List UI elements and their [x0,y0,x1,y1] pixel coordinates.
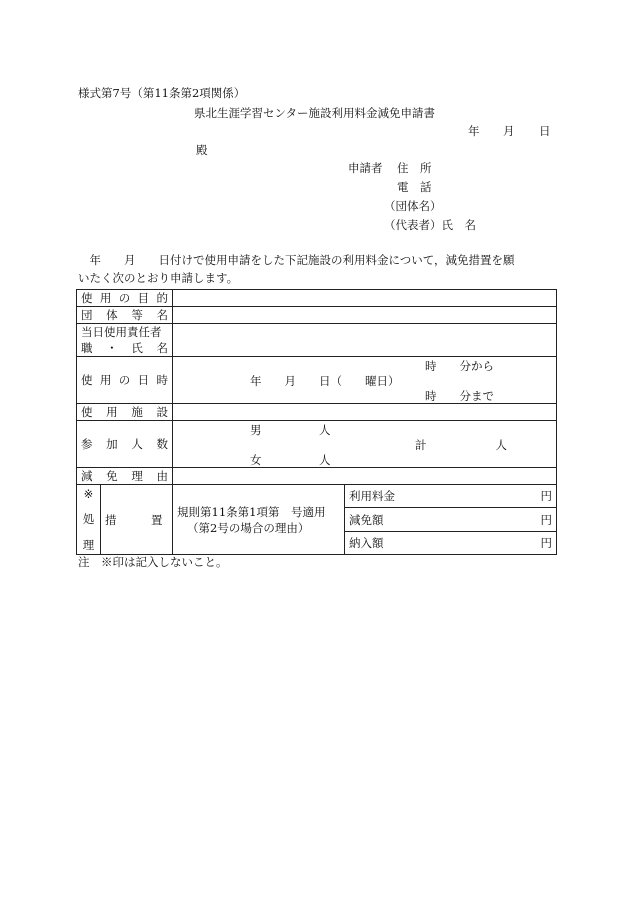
datetime-from: 時 分から [425,359,494,373]
label-char: 的 [156,291,168,305]
label-char: の [118,291,131,305]
label-responsible [77,324,173,357]
intro-line-1: 年 月 日付けで使用申請をした下記施設の利用料金について，減免措置を願 [78,253,515,267]
yen-label: 円 [540,536,552,550]
measure-rule [173,485,345,555]
field-purpose[interactable] [173,290,557,307]
form-number: 様式第7号（第11条第2項関係） [78,86,246,100]
label-reason [77,468,173,485]
participants-male: 男 人 [250,423,331,437]
field-reason[interactable] [173,468,557,485]
row-processing-fee [77,485,557,508]
date-year: 年 [468,124,480,138]
fee-cell[interactable] [345,485,557,508]
intro-line-2: いたく次のとおり申請します。 [78,271,239,285]
label-char: 体 [106,308,118,322]
label-char: の [118,373,131,387]
row-group-name [77,307,557,324]
measure-text: 措 置 [105,512,163,527]
label-char: 施 [131,405,143,419]
date-day: 日 [539,124,551,138]
label-char: 目 [137,291,150,305]
label-char: 団 [81,308,93,322]
processing-label [77,485,101,555]
page-title: 県北生涯学習センター施設利用料金減免申請書 [194,106,436,120]
rule-line1: 規則第11条第1項第 号適用 [177,504,326,519]
label-responsible-line1: 当日使用責任者 [81,325,162,339]
label-char: 時 [156,373,168,387]
label-char: 等 [131,308,143,322]
reduction-label: 減免額 [349,512,384,527]
footnote: 注 ※印は記入しないこと。 [78,555,228,569]
reduction-cell[interactable] [345,508,557,532]
label-char: 用 [106,405,118,419]
label-char: 使 [81,405,93,419]
applicant-representative-label: （代表者）氏 名 [384,218,476,232]
measure-label [101,485,173,555]
processing-label-char: 処 [82,511,95,526]
label-char: 由 [156,469,168,483]
label-facility [77,404,173,421]
label-group-name [77,307,173,324]
field-group-name[interactable] [173,307,557,324]
addressee-suffix: 殿 [196,143,208,157]
label-char: 減 [81,469,93,483]
datetime-date: 年 月 日（ 曜日） [250,374,400,388]
row-facility [77,404,557,421]
participants-female: 女 人 [250,453,331,467]
label-char: 使 [81,291,93,305]
participants-total: 計 人 [415,438,507,452]
label-char: 加 [106,437,118,451]
label-char: 免 [106,469,118,483]
datetime-to: 時 分まで [425,389,494,403]
label-participants [77,421,173,468]
label-char: 用 [99,373,112,387]
label-char: ・ [106,341,118,355]
label-char: 職 [81,341,93,355]
applicant-label: 申請者 [348,161,383,175]
label-char: 日 [137,373,150,387]
applicant-phone-label: 電 話 [397,180,432,194]
applicant-group-label: （団体名） [384,199,442,213]
label-char: 使 [81,373,93,387]
yen-label: 円 [540,489,552,503]
field-datetime[interactable] [173,357,557,404]
yen-label: 円 [540,512,552,527]
date-month: 月 [503,124,515,138]
payment-cell[interactable] [345,532,557,555]
label-char: 理 [131,469,143,483]
row-responsible [77,324,557,357]
label-char: 用 [99,291,112,305]
application-table [76,289,557,555]
row-datetime [77,357,557,404]
label-datetime [77,357,173,404]
label-char: 名 [156,341,168,355]
payment-label: 納入額 [349,536,384,550]
processing-mark: ※ [83,486,94,501]
label-char: 設 [156,405,168,419]
processing-label-char: 理 [82,537,95,552]
field-facility[interactable] [173,404,557,421]
field-responsible[interactable] [173,324,557,357]
label-char: 人 [131,437,143,451]
rule-line2: （第2号の場合の理由） [187,520,310,535]
fee-label: 利用料金 [349,489,395,503]
label-char: 数 [156,437,168,451]
label-char: 氏 [131,341,143,355]
field-participants[interactable] [173,421,557,468]
applicant-address-label: 住 所 [397,161,432,175]
row-reason [77,468,557,485]
row-participants [77,421,557,468]
label-char: 参 [81,437,93,451]
label-purpose [77,290,173,307]
row-purpose [77,290,557,307]
label-char: 名 [156,308,168,322]
